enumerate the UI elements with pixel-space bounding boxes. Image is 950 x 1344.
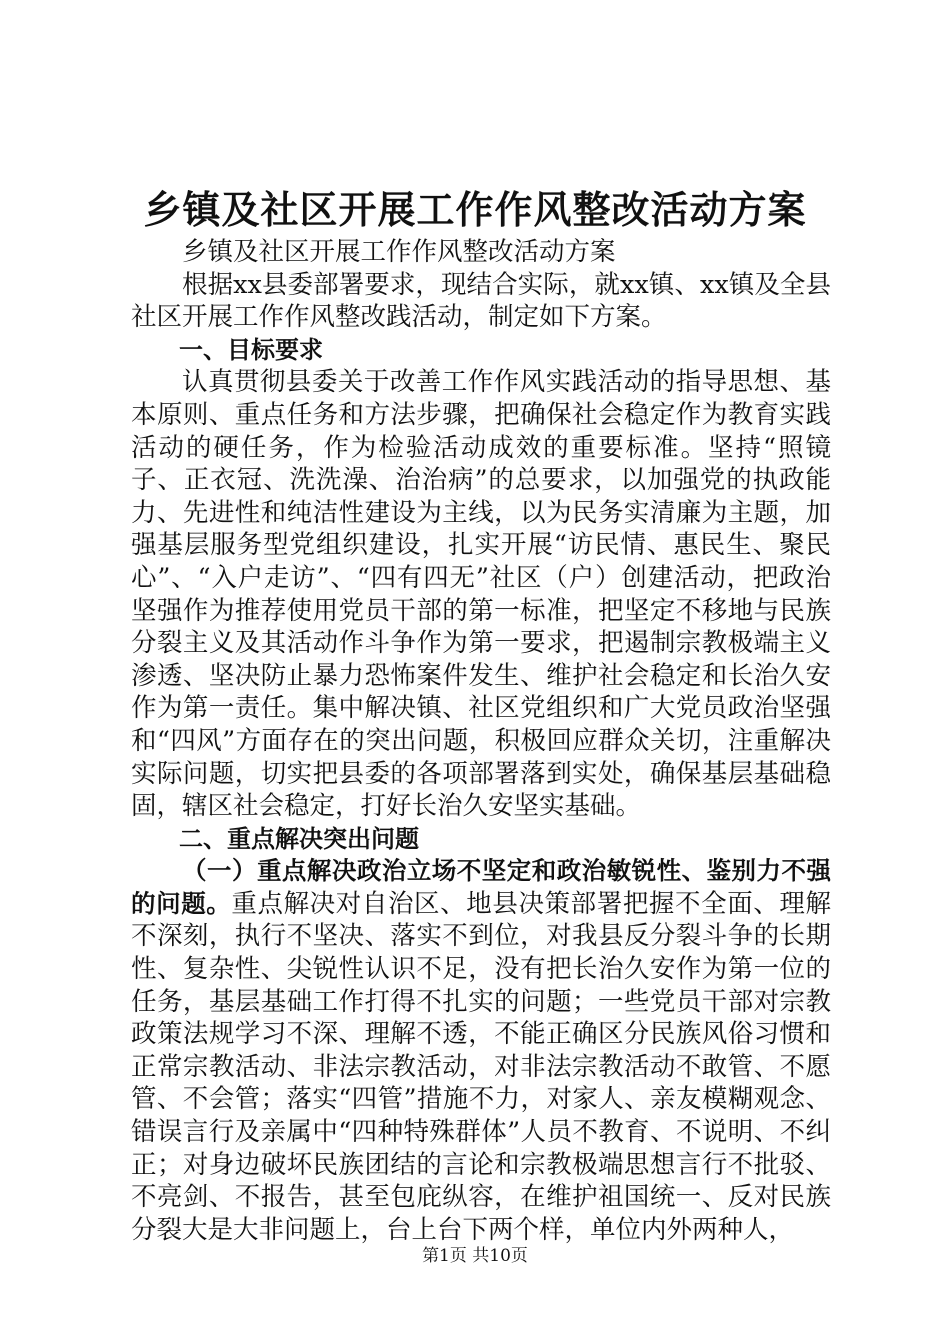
- section-heading-problems: 二、重点解决突出问题: [179, 824, 419, 853]
- subtitle-paragraph: 乡镇及社区开展工作作风整改活动方案: [182, 237, 616, 267]
- problem-one-body: 重点解决对自治区、地县决策部署把握不全面、理解不深刻，执行不坚决、落实不到位，对我县反分裂斗争的长期性、复杂性、尖锐性认识不足，没有把长治久安作为第一位的任务，基层基础工作打得不扎实的问题；一些党员干部对宗教政策法规学习不深、理解不透，不能正确区分民族风俗习惯和正常宗教活动、非法宗教活动，对非法宗教活动不敢管、不愿管、不会管；落实“四管”措施不力，对家人、亲友模糊观念、错误言行及亲属中“四种特殊群体”人员不教育、不说明、不纠正；对身边破坏民族团结的言论和宗教极端思想言行不批驳、不亮剑、不报告，甚至包庇纵容，在维护祖国统一、反对民族分裂大是大非问题上，台上台下两个样，单位内外两种人，: [131, 888, 831, 1245]
- intro-paragraph: 根据xx县委部署要求，现结合实际，就xx镇、xx镇及全县社区开展工作作风整改践活动，制定如下方案。: [131, 269, 831, 333]
- section-heading-goals: 一、目标要求: [179, 335, 323, 364]
- document-title: 乡镇及社区开展工作作风整改活动方案: [143, 187, 807, 232]
- goals-paragraph: 认真贯彻县委关于改善工作作风实践活动的指导思想、基本原则、重点任务和方法步骤，把确保社会稳定作为教育实践活动的硬任务，作为检验活动成效的重要标准。坚持“照镜子、正衣冠、洗洗澡、治治病”的总要求，以加强党的执政能力、先进性和纯洁性建设为主线，以为民务实清廉为主题，加强基层服务型党组织建设，扎实开展“访民情、惠民生、聚民心”、“入户走访”、“四有四无”社区（户）创建活动，把政治坚强作为推荐使用党员干部的第一标准，把坚定不移地与民族分裂主义及其活动作斗争作为第一要求，把遏制宗教极端主义渗透、坚决防止暴力恐怖案件发生、维护社会稳定和长治久安作为第一责任。集中解决镇、社区党组织和广大党员政治坚强和“四风”方面存在的突出问题，积极回应群众关切，注重解决实际问题，切实把县委的各项部署落到实处，确保基层基础稳固，辖区社会稳定，打好长治久安坚实基础。: [131, 367, 831, 822]
- problem-one-lead: （一）重点解决政治立场不坚定和政治敏锐性、鉴别力不强的问题。: [131, 856, 831, 918]
- document-body: [131, 236, 831, 1246]
- page-footer: 第1页 共10页: [422, 1246, 528, 1266]
- problem-one-paragraph: [131, 855, 831, 1246]
